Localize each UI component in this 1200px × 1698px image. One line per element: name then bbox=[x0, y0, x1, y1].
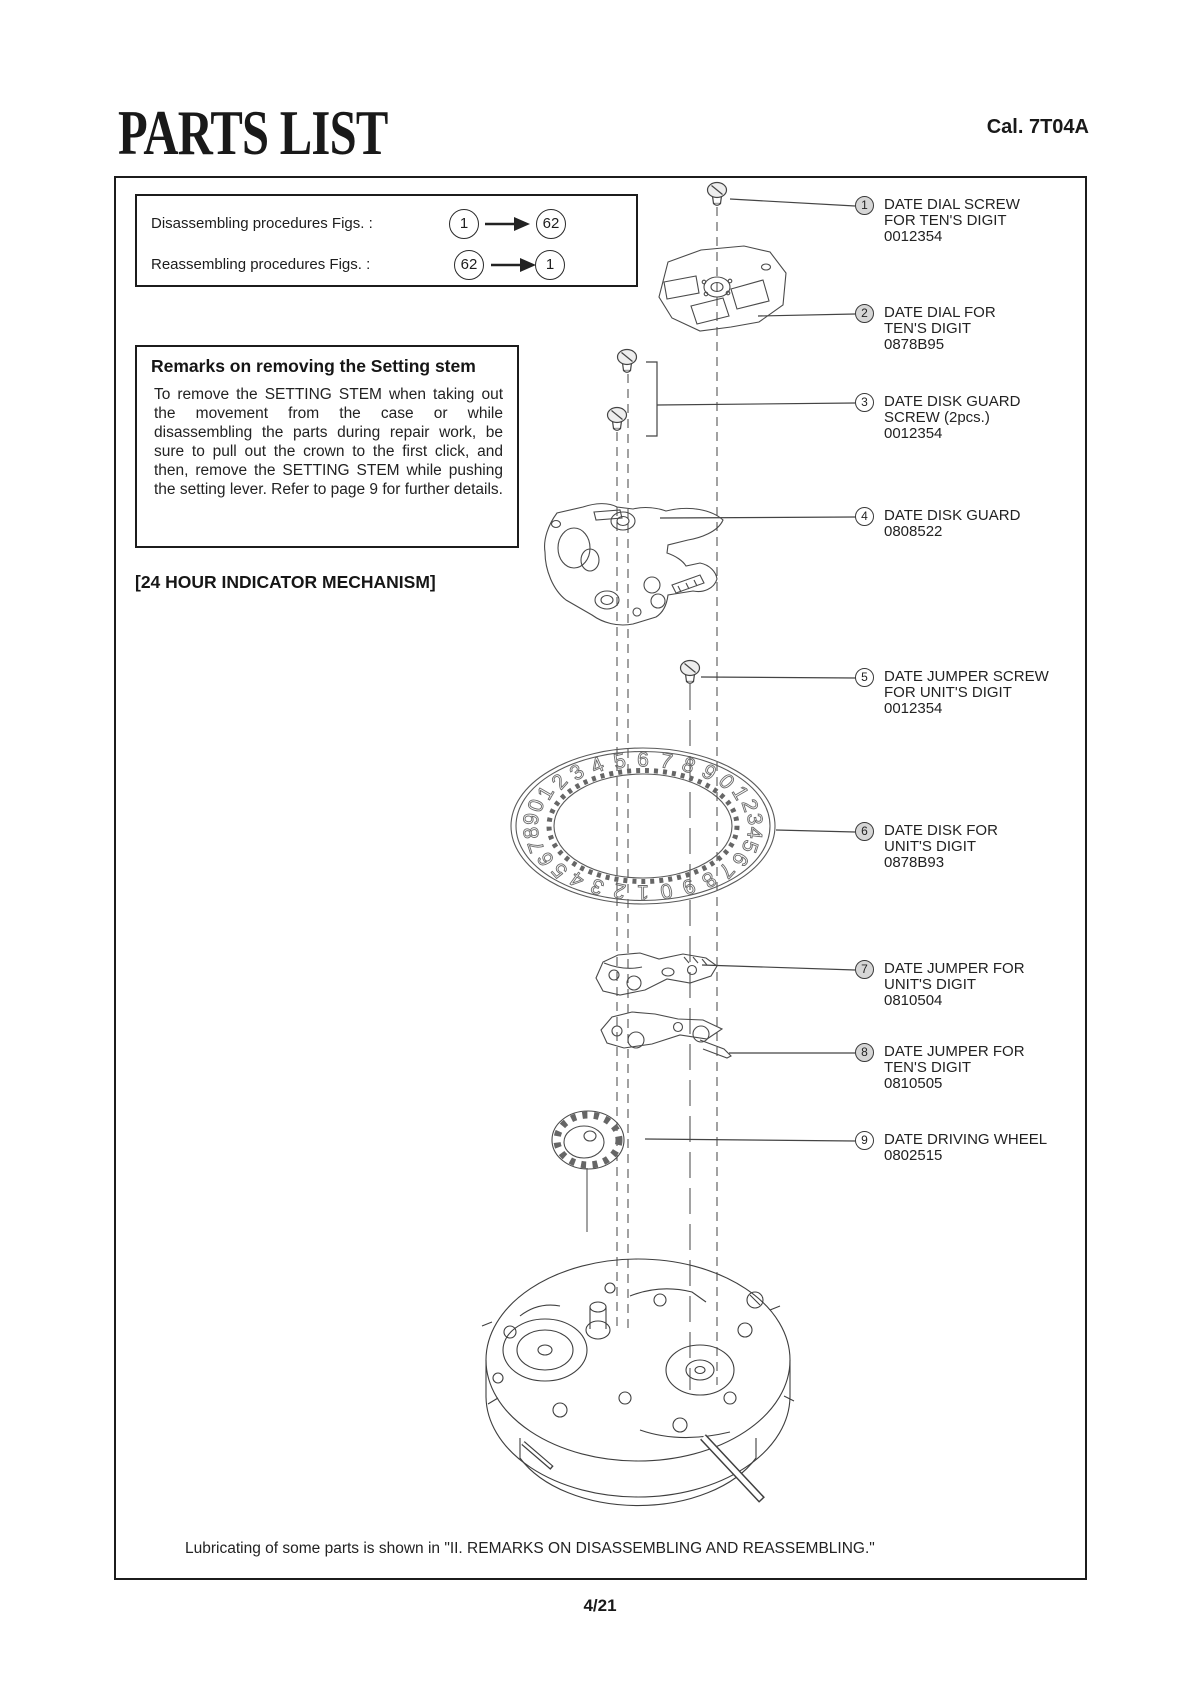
part-name: FOR TEN'S DIGIT bbox=[884, 211, 1007, 229]
svg-text:1: 1 bbox=[727, 782, 753, 804]
svg-text:6: 6 bbox=[637, 748, 649, 772]
svg-text:7: 7 bbox=[713, 858, 739, 883]
svg-text:1: 1 bbox=[637, 880, 649, 904]
part-name: SCREW (2pcs.) bbox=[884, 408, 990, 426]
svg-text:7: 7 bbox=[523, 837, 550, 856]
part-name: DATE DISK GUARD bbox=[884, 507, 1021, 524]
svg-text:6: 6 bbox=[727, 848, 753, 870]
footer-note: Lubricating of some parts is shown in "II. REMARKS ON DISASSEMBLING AND REASSEMBLING." bbox=[185, 1540, 875, 1557]
svg-text:3: 3 bbox=[587, 873, 608, 900]
svg-text:4: 4 bbox=[742, 825, 767, 840]
part-name: DATE JUMPER FOR bbox=[884, 1043, 1025, 1060]
part-number-badge: 9 bbox=[855, 1131, 874, 1150]
fig-number-badge: 1 bbox=[449, 209, 479, 239]
part-callout bbox=[855, 507, 1020, 540]
part-code: 0808522 bbox=[884, 522, 943, 540]
reassembling-label: Reassembling procedures Figs. : bbox=[151, 256, 371, 273]
part-callout bbox=[855, 196, 1020, 244]
part-code: 0802515 bbox=[884, 1146, 943, 1164]
svg-text:3: 3 bbox=[565, 759, 589, 786]
part-name: TEN'S DIGIT bbox=[884, 1058, 972, 1076]
part-number-badge: 5 bbox=[855, 668, 874, 687]
part-name: DATE DRIVING WHEEL bbox=[884, 1131, 1048, 1148]
caliber-label: Cal. 7T04A bbox=[986, 116, 1089, 138]
part-code: 0878B95 bbox=[884, 335, 945, 353]
svg-text:0: 0 bbox=[523, 796, 550, 815]
fig-number-badge: 62 bbox=[536, 209, 566, 239]
svg-text:7: 7 bbox=[658, 749, 675, 774]
svg-text:9: 9 bbox=[697, 759, 721, 786]
remarks-box bbox=[135, 345, 519, 548]
svg-text:3: 3 bbox=[742, 812, 767, 827]
part-number-badge: 8 bbox=[855, 1043, 874, 1062]
svg-text:8: 8 bbox=[697, 866, 721, 893]
part-code: 0012354 bbox=[884, 699, 943, 717]
svg-text:2: 2 bbox=[611, 878, 628, 903]
part-name: DATE DISK GUARD bbox=[884, 393, 1021, 410]
part-number-badge: 7 bbox=[855, 960, 874, 979]
part-callout bbox=[855, 1043, 1025, 1091]
page-number: 4/21 bbox=[583, 1596, 617, 1615]
svg-text:2: 2 bbox=[547, 769, 573, 794]
svg-text:4: 4 bbox=[565, 866, 589, 893]
part-callout bbox=[855, 960, 1025, 1008]
part-name: DATE DIAL FOR bbox=[884, 304, 996, 321]
part-number-badge: 3 bbox=[855, 393, 874, 412]
page-title: PARTS LIST bbox=[118, 97, 388, 168]
svg-text:9: 9 bbox=[519, 812, 544, 827]
svg-text:1: 1 bbox=[533, 782, 559, 804]
part-callout bbox=[855, 304, 996, 352]
svg-text:0: 0 bbox=[713, 769, 739, 794]
part-code: 0810504 bbox=[884, 991, 943, 1009]
svg-text:4: 4 bbox=[587, 752, 608, 779]
part-callout bbox=[855, 1131, 1047, 1164]
fig-number-badge: 1 bbox=[535, 250, 565, 280]
part-code: 0878B93 bbox=[884, 853, 945, 871]
part-name: DATE DIAL SCREW bbox=[884, 196, 1020, 213]
svg-text:0: 0 bbox=[658, 878, 675, 903]
part-number-badge: 1 bbox=[855, 196, 874, 215]
procedures-box bbox=[135, 194, 638, 287]
svg-text:5: 5 bbox=[547, 858, 573, 883]
part-callout bbox=[855, 668, 1049, 716]
svg-text:8: 8 bbox=[678, 752, 699, 779]
svg-text:5: 5 bbox=[611, 749, 628, 774]
remarks-title: Remarks on removing the Setting stem bbox=[151, 356, 476, 376]
part-name: FOR UNIT'S DIGIT bbox=[884, 683, 1012, 701]
svg-text:9: 9 bbox=[678, 873, 699, 900]
remarks-body: To remove the SETTING STEM when taking out the movement from the case or while disassembling the parts during repair work, be sure to pull out the crown to the first click, and then, remove the SETTING STEM while pushing the setting lever. Refer to page 9 for further details. bbox=[154, 386, 503, 498]
part-code: 0012354 bbox=[884, 424, 943, 442]
part-name: TEN'S DIGIT bbox=[884, 319, 972, 337]
disassembling-label: Disassembling procedures Figs. : bbox=[151, 215, 373, 232]
part-code: 0012354 bbox=[884, 227, 943, 245]
arrow-right-icon bbox=[491, 258, 537, 272]
part-name: DATE JUMPER SCREW bbox=[884, 668, 1049, 685]
part-name: DATE JUMPER FOR bbox=[884, 960, 1025, 977]
part-code: 0810505 bbox=[884, 1074, 943, 1092]
fig-number-badge: 62 bbox=[454, 250, 484, 280]
svg-text:5: 5 bbox=[736, 837, 763, 856]
part-number-badge: 6 bbox=[855, 822, 874, 841]
svg-text:2: 2 bbox=[736, 796, 763, 815]
part-number-badge: 2 bbox=[855, 304, 874, 323]
part-name: UNIT'S DIGIT bbox=[884, 837, 977, 855]
part-name: DATE DISK FOR bbox=[884, 822, 998, 839]
part-name: UNIT'S DIGIT bbox=[884, 975, 977, 993]
arrow-right-icon bbox=[485, 217, 531, 231]
part-number-badge: 4 bbox=[855, 507, 874, 526]
part-callout bbox=[855, 393, 1020, 441]
section-label-24h: [24 HOUR INDICATOR MECHANISM] bbox=[135, 572, 436, 592]
svg-text:8: 8 bbox=[519, 825, 544, 840]
svg-text:6: 6 bbox=[533, 848, 559, 870]
part-callout bbox=[855, 822, 998, 870]
